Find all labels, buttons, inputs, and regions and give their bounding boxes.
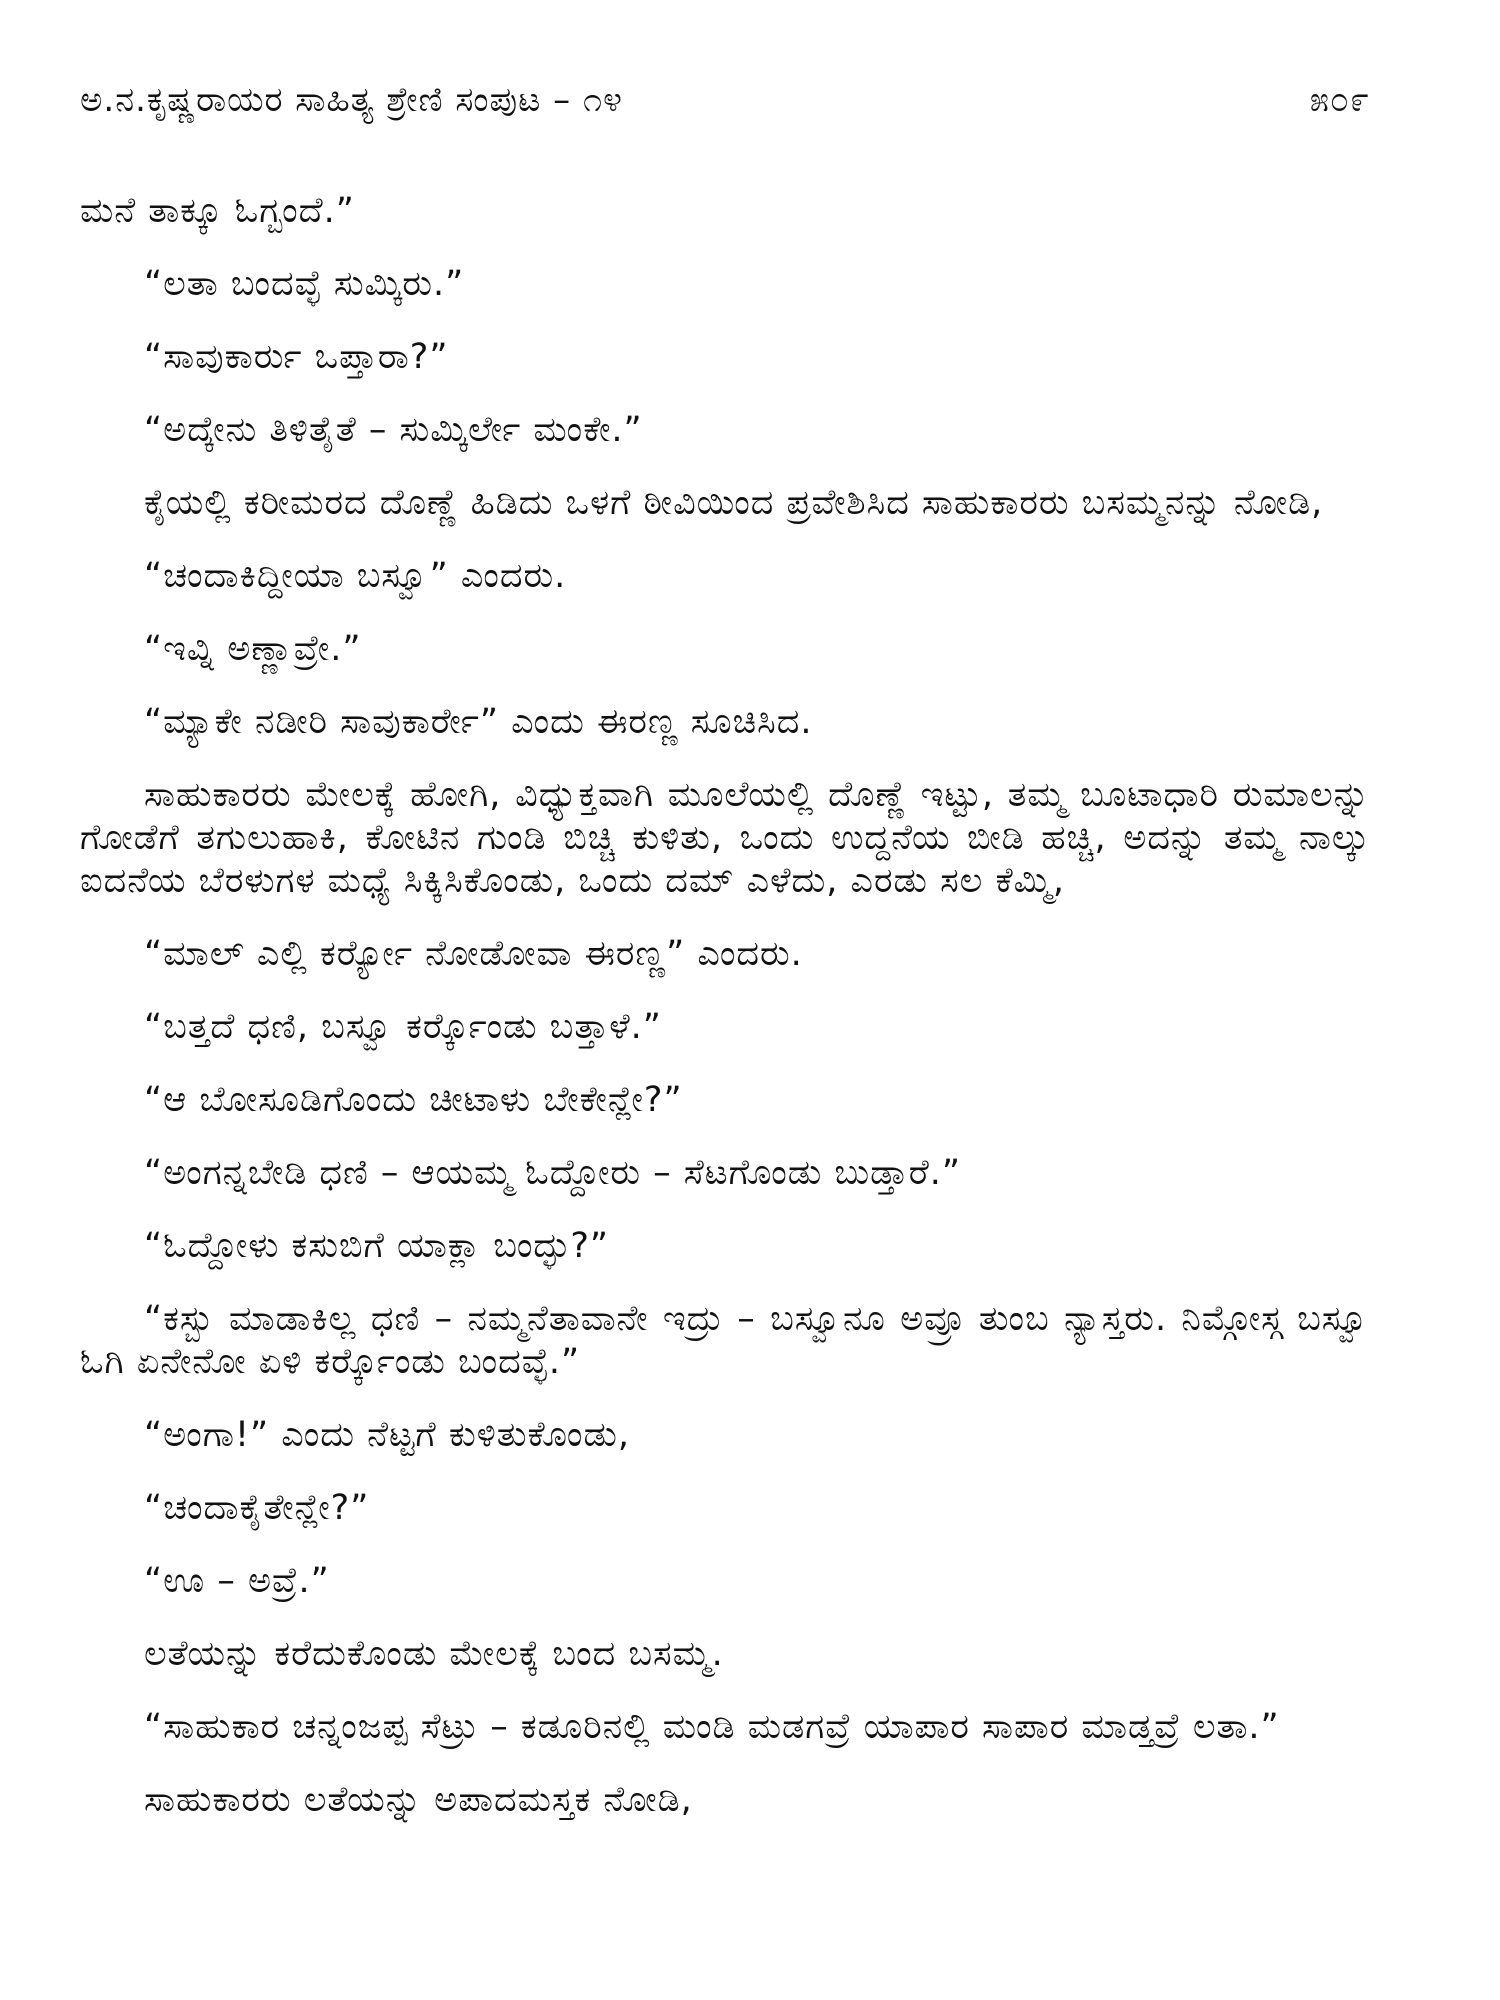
- paragraph: “ಅಂಗಾ!” ಎಂದು ನೆಟ್ಟಗೆ ಕುಳಿತುಕೊಂಡು,: [144, 1415, 630, 1455]
- paragraph: “ಸಾವುಕಾರ್ರು ಒಪ್ತಾರಾ?”: [144, 337, 449, 377]
- paragraph: ಕೈಯಲ್ಲಿ ಕರೀಮರದ ದೊಣ್ಣೆ ಹಿಡಿದು ಒಳಗೆ ಠೀವಿಯಿಂದ ಪ್ರವೇಶಿಸಿದ ಸಾಹುಕಾರರು ಬಸಮ್ಮನನ್ನು ನೋಡಿ,: [144, 483, 1324, 523]
- paragraph: “ಕಸ್ಬು ಮಾಡಾಕಿಲ್ಲ ಧಣಿ – ನಮ್ಮನೆತಾವಾನೇ ಇದ್ರು – ಬಸ್ವೂನೂ ಅವ್ರೂ ತುಂಬ ನ್ಯಾಸ್ತರು. ನಿಮ್ಗೋಸ್ಗ ಬಸ್ವೂ ಓಗಿ ಏನೇನೋ ಏಳಿ ಕರ್ರ್ಕೊಂಡು ಬಂದವ್ಳೆ.”: [80, 1299, 1370, 1382]
- paragraph: “ಬತ್ತದೆ ಧಣಿ, ಬಸ್ವೂ ಕರ್ರ್ಕೊಂಡು ಬತ್ತಾಳೆ.”: [144, 1007, 662, 1047]
- paragraph: “ಚಂದಾಕಿದ್ದೀಯಾ ಬಸ್ವೂ” ಎಂದರು.: [144, 556, 567, 596]
- paragraph: “ಓದ್ದೋಳು ಕಸುಬಿಗೆ ಯಾಕ್ಲಾ ಬಂದ್ಳು?”: [144, 1226, 610, 1266]
- paragraph: “ಚಂದಾಕೈತೇನ್ಲೇ?”: [144, 1488, 370, 1528]
- paragraph: ಮನೆ ತಾಕ್ಕೂ ಓಗ್ಬಂದೆ.”: [80, 191, 355, 231]
- paragraph: ಲತೆಯನ್ನು ಕರೆದುಕೊಂಡು ಮೇಲಕ್ಕೆ ಬಂದ ಬಸಮ್ಮ.: [144, 1634, 724, 1674]
- paragraph: “ಇವ್ನಿ ಅಣ್ಣಾವ್ರೇ.”: [144, 629, 362, 669]
- paragraph: ಸಾಹುಕಾರರು ಲತೆಯನ್ನು ಅಪಾದಮಸ್ತಕ ನೋಡಿ,: [144, 1780, 693, 1820]
- paragraph: “ಮ್ಯಾಕೇ ನಡೀರಿ ಸಾವುಕಾರ್ರೇ” ಎಂದು ಈರಣ್ಣ ಸೂಚಿಸಿದ.: [144, 702, 813, 742]
- running-header: [80, 70, 1370, 130]
- paragraph: “ಊ – ಅವ್ರೆ.”: [144, 1561, 330, 1601]
- header-title: ಅ.ನ.ಕೃಷ್ಣರಾಯರ ಸಾಹಿತ್ಯ ಶ್ರೇಣಿ ಸಂಪುಟ – ೧೪: [80, 80, 624, 120]
- paragraph: “ಅಂಗನ್ನಬೇಡಿ ಧಣಿ – ಆಯಮ್ಮ ಓದ್ದೋರು – ಸೆಟಗೊಂಡು ಬುಡ್ತಾರೆ.”: [144, 1153, 961, 1193]
- paragraph: “ಲತಾ ಬಂದವ್ಳೆ ಸುಮ್ಕಿರು.”: [144, 264, 465, 304]
- page-number: ೫೦೯: [1309, 80, 1370, 120]
- paragraph: “ಅದ್ಕೇನು ತಿಳಿತೈತೆ – ಸುಮ್ಕಿರ್ಲೇ ಮಂಕೇ.”: [144, 410, 643, 450]
- paragraph: “ಸಾಹುಕಾರ ಚನ್ನಂಜಪ್ಪ ಸೆಟ್ರು – ಕಡೂರಿನಲ್ಲಿ ಮಂಡಿ ಮಡಗವ್ರೆ ಯಾಪಾರ ಸಾಪಾರ ಮಾಡ್ತವ್ರೆ ಲತಾ.”: [144, 1707, 1280, 1747]
- paragraph: “ಆ ಬೋಸೂಡಿಗೊಂದು ಚೀಟಾಳು ಬೇಕೇನ್ಲೇ?”: [144, 1080, 683, 1120]
- paragraph: ಸಾಹುಕಾರರು ಮೇಲಕ್ಕೆ ಹೋಗಿ, ವಿಧ್ಯುಕ್ತವಾಗಿ ಮೂಲೆಯಲ್ಲಿ ದೊಣ್ಣೆ ಇಟ್ಟು, ತಮ್ಮ ಬೂಟಾಧಾರಿ ರುಮಾಲನ್ನು ಗೋಡೆಗೆ ತಗುಲುಹಾಕಿ, ಕೋಟಿನ ಗುಂಡಿ ಬಿಚ್ಚಿ ಕುಳಿತು, ಒಂದು ಉದ್ದನೆಯ ಬೀಡಿ ಹಚ್ಚಿ, ಅದನ್ನು ತಮ್ಮ ನಾಲ್ಕು ಐದನೆಯ ಬೆರಳುಗಳ ಮಧ್ಯೆ ಸಿಕ್ಕಿಸಿಕೊಂಡು, ಒಂದು ದಮ್ ಎಳೆದು, ಎರಡು ಸಲ ಕೆಮ್ಮಿ,: [80, 775, 1370, 901]
- body-text: [80, 190, 1370, 1852]
- paragraph: “ಮಾಲ್ ಎಲ್ಲಿ ಕರ್ರ್ಯೋ ನೋಡೋವಾ ಈರಣ್ಣ” ಎಂದರು.: [144, 934, 803, 974]
